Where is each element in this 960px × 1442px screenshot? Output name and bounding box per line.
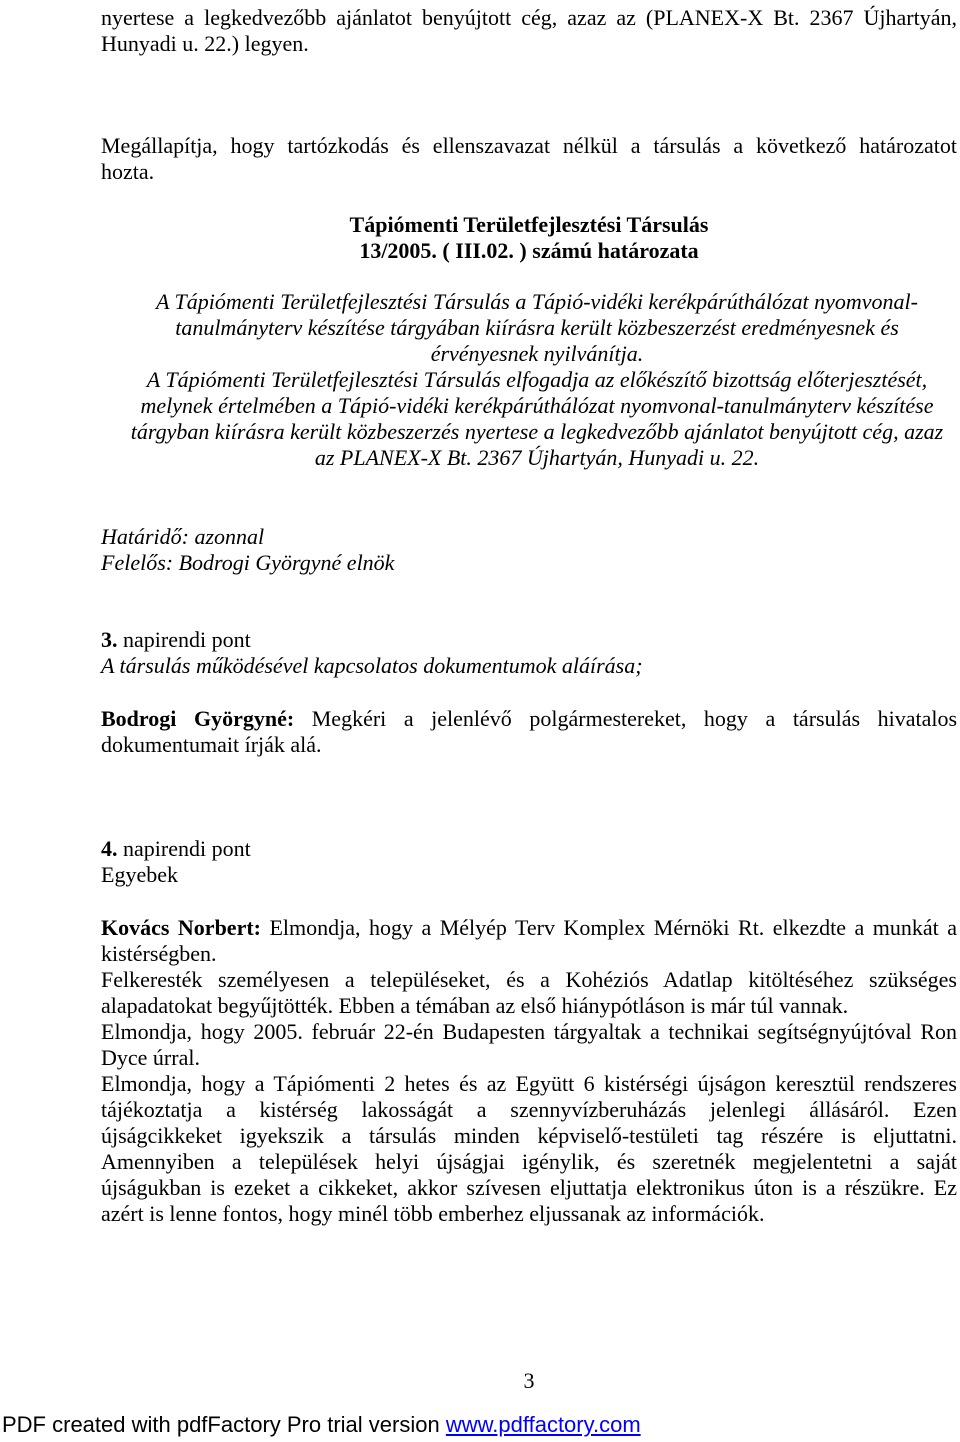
speech-line: alapadatokat begyűjtötték. Ebben a témában az első hiánypótláson is már túl vannak. [101, 993, 849, 1018]
resolution-line: az PLANEX-X Bt. 2367 Újhartyán, Hunyadi u. 22. [314, 445, 760, 470]
agenda-item-4-text [101, 915, 957, 1227]
intro-paragraph [101, 5, 957, 57]
speaker-name: Bodrogi Györgyné: [101, 706, 295, 731]
agenda-item-subject: A társulás működésével kapcsolatos dokumentumok aláírása; [101, 653, 643, 678]
resolution-heading [101, 212, 957, 264]
agenda-item-number: 3. [101, 627, 118, 652]
page-number-block [101, 1368, 957, 1394]
resolution-line: tanulmányterv készítése tárgyában kiírásra került közbeszerzést eredményesnek és [175, 315, 899, 340]
resolution-line: A Tápiómenti Területfejlesztési Társulás elfogadja az előkészítő bizottság előterjesztését, [146, 367, 928, 392]
resolution-line: melynek értelmében a Tápió-vidéki kerékpárúthálózat nyomvonal-tanulmányterv készítése [140, 393, 934, 418]
speech-line [101, 915, 957, 941]
speech-line: Dyce úrral. [101, 1045, 200, 1070]
speech-line: Felkeresték személyesen a településeket, és a Kohéziós Adatlap kitöltéséhez szükséges [101, 967, 957, 992]
agenda-item-label: napirendi pont [123, 627, 251, 652]
resolution-number: 13/2005. ( III.02. ) számú határozata [359, 238, 699, 263]
speech-text: Elmondja, hogy a Mélyép Terv Komplex Mérnöki Rt. elkezdte a munkát a [269, 915, 957, 940]
intro-line: nyertese a legkedvezőbb ajánlatot benyújtott cég, azaz az (PLANEX-X Bt. 2367 Újhartyán, [101, 5, 957, 30]
footer-text: PDF created with pdfFactory Pro trial version [2, 1412, 440, 1437]
agenda-item-title [101, 836, 957, 862]
footer-link[interactable]: www.pdffactory.com [445, 1412, 641, 1437]
intro-line: Hunyadi u. 22.) legyen. [101, 31, 309, 56]
speech-line: azért is lenne fontos, hogy minél több emberhez eljussanak az információk. [101, 1201, 765, 1226]
speech-line: tájékoztatja a kistérség lakosságát a szennyvízberuházás jelenlegi állásáról. Ezen [101, 1097, 957, 1122]
responsible-person: Felelős: Bodrogi Györgyné elnök [101, 550, 395, 575]
resolution-paragraph-2 [117, 367, 957, 471]
speech-line: dokumentumait írják alá. [101, 732, 322, 757]
agenda-item-label: napirendi pont [123, 836, 251, 861]
statement-line: Megállapítja, hogy tartózkodás és ellenszavazat nélkül a társulás a következő határozatot [101, 133, 957, 158]
speech-line [101, 706, 957, 732]
page-number: 3 [523, 1368, 535, 1393]
agenda-item-3-heading [101, 627, 957, 679]
speaker-name: Kovács Norbert: [101, 915, 261, 940]
speech-line: Elmondja, hogy a Tápiómenti 2 hetes és az Együtt 6 kistérségi újságon keresztül rendszeres [101, 1071, 957, 1096]
agenda-item-subject: Egyebek [101, 862, 178, 887]
deadline-block [101, 524, 957, 576]
resolution-line: érvényesnek nyilvánítja. [430, 341, 644, 366]
resolution-line: tárgyban kiírásra került közbeszerzés nyertese a legkedvezőbb ajánlatot benyújtott cég, azaz [130, 419, 944, 444]
resolution-line: A Tápiómenti Területfejlesztési Társulás a Tápió-vidéki kerékpárúthálózat nyomvonal- [156, 289, 918, 314]
resolution-paragraph-1 [117, 289, 957, 367]
agenda-item-3-text [101, 706, 957, 758]
speech-line: Elmondja, hogy 2005. február 22-én Budapesten tárgyaltak a technikai segítségnyújtóval Ron [101, 1019, 957, 1044]
speech-line: Amennyiben a települések helyi újságjai igénylik, és szeretnék megjelentetni a saját [101, 1149, 957, 1174]
agenda-item-title [101, 627, 957, 653]
agenda-item-number: 4. [101, 836, 118, 861]
resolution-title: Tápiómenti Területfejlesztési Társulás [349, 212, 709, 237]
speech-line: újságukban is ezeket a cikkeket, akkor szívesen eljuttatja elektronikus úton is a részükre. Ez [101, 1175, 957, 1200]
agenda-item-4-heading [101, 836, 957, 888]
statement-line: hozta. [101, 159, 155, 184]
speech-line: újságcikkeket igyekszik a társulás minden képviselő-testületi tag részére is eljuttatni. [101, 1123, 957, 1148]
deadline: Határidő: azonnal [101, 524, 265, 549]
speech-text: Megkéri a jelenlévő polgármestereket, hogy a társulás hivatalos [311, 706, 958, 731]
statement-paragraph [101, 133, 957, 185]
speech-line: kistérségben. [101, 941, 217, 966]
pdf-footer [2, 1412, 641, 1438]
